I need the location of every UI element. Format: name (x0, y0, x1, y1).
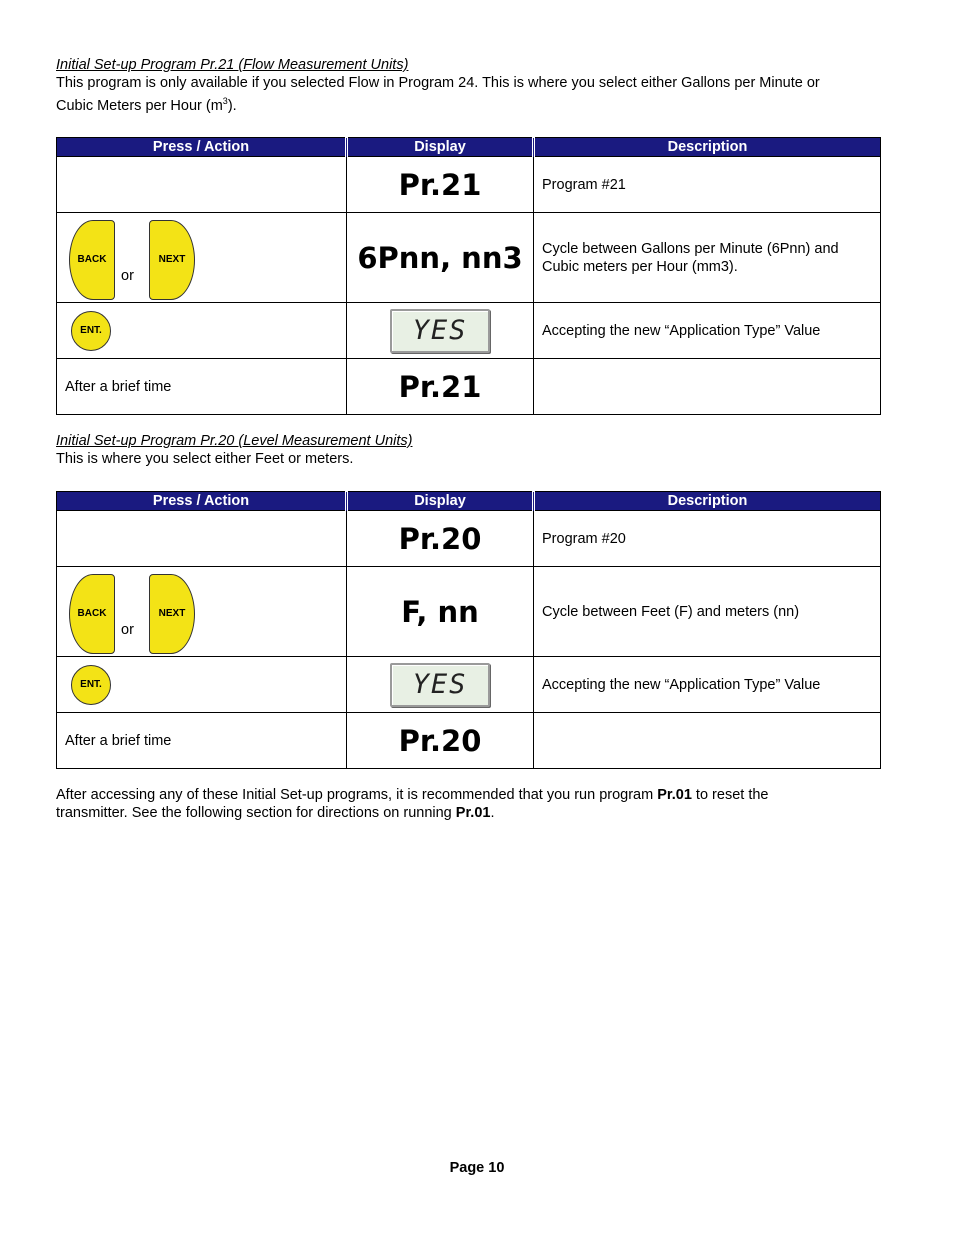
enter-key-icon: ENT. (71, 665, 111, 705)
display-readout: Pr.20 (398, 723, 482, 758)
next-key-icon: NEXT (149, 574, 195, 654)
description-cell: Program #21 (534, 157, 881, 213)
display-readout: Pr.20 (398, 521, 482, 556)
col-header-display: Display (347, 492, 534, 511)
col-header-display: Display (347, 138, 534, 157)
display-cell (347, 157, 534, 213)
back-next-keys (57, 568, 346, 656)
page-number: Page 10 (449, 1160, 505, 1176)
description-cell: Accepting the new “Application Type” Value (534, 657, 881, 713)
section-1-text-line2: Cubic Meters per Hour $(m^3)$. (56, 96, 237, 114)
section-1-intro (56, 56, 896, 115)
description-cell: Cycle between Gallons per Minute (6Pnn) and Cubic meters per Hour (mm3). (534, 213, 881, 303)
back-key-icon: BACK (69, 220, 115, 300)
display-cell (347, 359, 534, 415)
lcd-display-icon: YES (390, 663, 490, 707)
display-readout: Pr.21 (398, 369, 482, 404)
action-cell (57, 213, 347, 303)
description-cell (534, 359, 881, 415)
closing-line1: After accessing any of these Initial Set-up programs, it is recommended that you run program Pr.01 to reset the (56, 787, 769, 803)
action-cell (57, 157, 347, 213)
back-key-icon: BACK (69, 574, 115, 654)
action-cell (57, 657, 347, 713)
section-1-text-line1: This program is only available if you selected Flow in Program 24. This is where you select either Gallons per Minute or (56, 75, 820, 91)
program-ref: Pr.01 (657, 787, 692, 803)
back-next-keys (57, 214, 346, 302)
section-2-text: This is where you select either Feet or meters. (56, 451, 354, 467)
program-ref: Pr.01 (455, 805, 491, 821)
display-cell (347, 511, 534, 567)
table-header-row (57, 138, 881, 157)
display-cell (347, 213, 534, 303)
enter-key-icon: ENT. (71, 311, 111, 351)
table-row (57, 213, 881, 303)
pr20-steps-table (56, 491, 881, 769)
table-row (57, 359, 881, 415)
display-cell (347, 713, 534, 769)
closing-line2: transmitter. See the following section for directions on running Pr.01. (56, 805, 495, 821)
action-cell (57, 511, 347, 567)
display-readout: 6Pnn, nn3 (357, 240, 523, 275)
col-header-action: Press / Action (57, 492, 347, 511)
table-row (57, 713, 881, 769)
display-cell (347, 303, 534, 359)
action-cell: After a brief time (57, 713, 347, 769)
col-header-description: Description (534, 492, 881, 511)
table-row (57, 511, 881, 567)
action-cell (57, 303, 347, 359)
col-header-action: Press / Action (57, 138, 347, 157)
table-row (57, 657, 881, 713)
description-cell (534, 713, 881, 769)
action-cell (57, 567, 347, 657)
next-key-icon: NEXT (149, 220, 195, 300)
section-2-heading: Initial Set-up Program Pr.20 (Level Measurement Units) (56, 433, 413, 449)
lcd-display-icon: YES (390, 309, 490, 353)
col-header-description: Description (534, 138, 881, 157)
table-row (57, 303, 881, 359)
description-cell: Accepting the new “Application Type” Value (534, 303, 881, 359)
table-row (57, 567, 881, 657)
display-readout: F, nn (401, 594, 479, 629)
description-cell: Cycle between Feet (F) and meters (nn) (534, 567, 881, 657)
or-label: or (121, 621, 134, 638)
display-cell (347, 657, 534, 713)
description-cell: Program #20 (534, 511, 881, 567)
table-row (57, 157, 881, 213)
table-header-row (57, 492, 881, 511)
section-1-heading: Initial Set-up Program Pr.21 (Flow Measurement Units) (56, 57, 409, 73)
display-readout: Pr.21 (398, 167, 482, 202)
display-cell (347, 567, 534, 657)
action-cell: After a brief time (57, 359, 347, 415)
closing-paragraph (56, 786, 896, 822)
pr21-steps-table (56, 137, 881, 415)
or-label: or (121, 267, 134, 284)
section-2-intro (56, 432, 896, 468)
